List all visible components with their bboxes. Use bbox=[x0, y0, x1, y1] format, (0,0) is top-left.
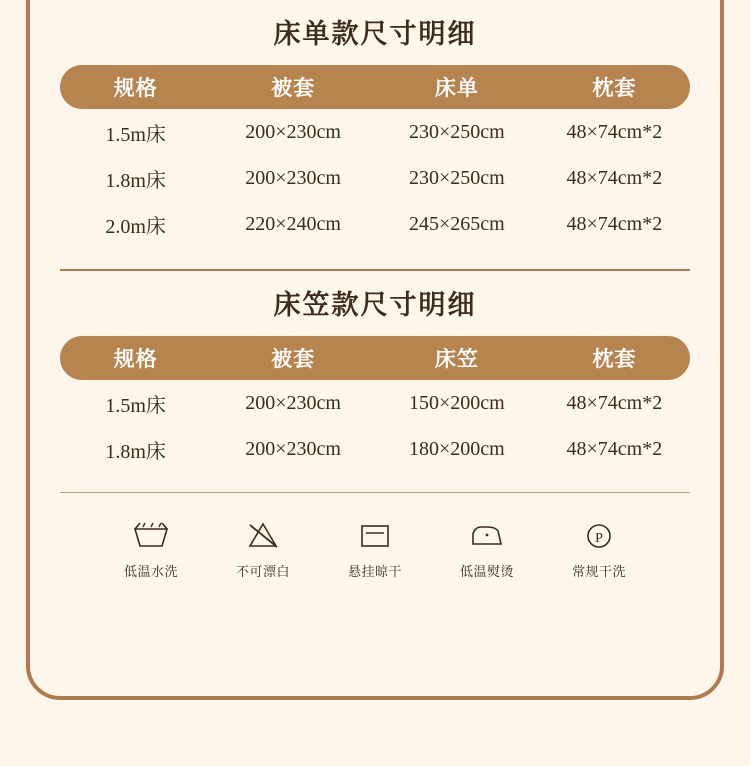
table-header-cell: 被套 bbox=[271, 76, 316, 100]
care-item-dry bbox=[333, 515, 417, 580]
section-divider bbox=[60, 269, 690, 271]
care-label: 低温水洗 bbox=[123, 564, 178, 579]
table-row bbox=[60, 201, 690, 247]
care-label: 不可漂白 bbox=[235, 564, 290, 579]
care-label: 悬挂晾干 bbox=[347, 564, 402, 579]
table-cell: 2.0m床 bbox=[105, 215, 166, 238]
table-cell: 48×74cm*2 bbox=[566, 166, 663, 189]
table-row bbox=[60, 380, 690, 426]
table-cell: 220×240cm bbox=[245, 212, 341, 235]
care-label: 常规干洗 bbox=[571, 564, 626, 579]
table-cell: 245×265cm bbox=[409, 212, 505, 235]
table-cell: 150×200cm bbox=[409, 391, 505, 414]
care-item-wash bbox=[109, 515, 193, 580]
table-row bbox=[60, 155, 690, 201]
table-cell: 200×230cm bbox=[245, 391, 341, 414]
page-title: 床单款尺寸明细 bbox=[273, 19, 477, 49]
table-cell: 1.8m床 bbox=[105, 169, 166, 192]
table-cell: 48×74cm*2 bbox=[566, 120, 663, 143]
wash-tub-icon bbox=[109, 515, 193, 555]
table-cell: 1.5m床 bbox=[105, 123, 166, 146]
table-cell: 48×74cm*2 bbox=[566, 212, 663, 235]
table-header-cell: 床单 bbox=[434, 76, 479, 100]
table-header-cell: 规格 bbox=[113, 347, 158, 371]
table-cell: 1.5m床 bbox=[105, 394, 166, 417]
table-cell: 48×74cm*2 bbox=[566, 437, 663, 460]
svg-text:P: P bbox=[595, 531, 603, 546]
care-item-bleach bbox=[221, 515, 305, 580]
size-table-fitted bbox=[60, 336, 690, 472]
table-row bbox=[60, 109, 690, 155]
table-cell: 180×200cm bbox=[409, 437, 505, 460]
table-header-row bbox=[60, 336, 690, 380]
care-item-dryclean bbox=[557, 515, 641, 580]
table-cell: 230×250cm bbox=[409, 166, 505, 189]
table-cell: 200×230cm bbox=[245, 437, 341, 460]
table-cell: 200×230cm bbox=[245, 166, 341, 189]
table-header-cell: 规格 bbox=[113, 76, 158, 100]
table-cell: 1.8m床 bbox=[105, 440, 166, 463]
table-cell: 200×230cm bbox=[245, 120, 341, 143]
care-divider bbox=[60, 492, 690, 493]
table-row bbox=[60, 426, 690, 472]
care-instructions bbox=[60, 515, 690, 580]
content-area bbox=[26, 0, 724, 580]
care-label: 低温熨烫 bbox=[459, 564, 514, 579]
table-header-row bbox=[60, 65, 690, 109]
table-cell: 230×250cm bbox=[409, 120, 505, 143]
dry-clean-p-icon bbox=[557, 515, 641, 555]
care-item-iron bbox=[445, 515, 529, 580]
table-cell: 48×74cm*2 bbox=[566, 391, 663, 414]
size-table-sheet bbox=[60, 65, 690, 247]
table-header-cell: 床笠 bbox=[434, 347, 479, 371]
section-title: 床笠款尺寸明细 bbox=[273, 290, 477, 320]
iron-icon bbox=[445, 515, 529, 555]
table-header-cell: 枕套 bbox=[592, 347, 637, 371]
section-fitted-sheet bbox=[60, 283, 690, 472]
no-bleach-triangle-icon bbox=[221, 515, 305, 555]
line-dry-icon bbox=[333, 515, 417, 555]
table-header-cell: 被套 bbox=[271, 347, 316, 371]
table-header-cell: 枕套 bbox=[592, 76, 637, 100]
section-bed-sheet bbox=[60, 12, 690, 247]
